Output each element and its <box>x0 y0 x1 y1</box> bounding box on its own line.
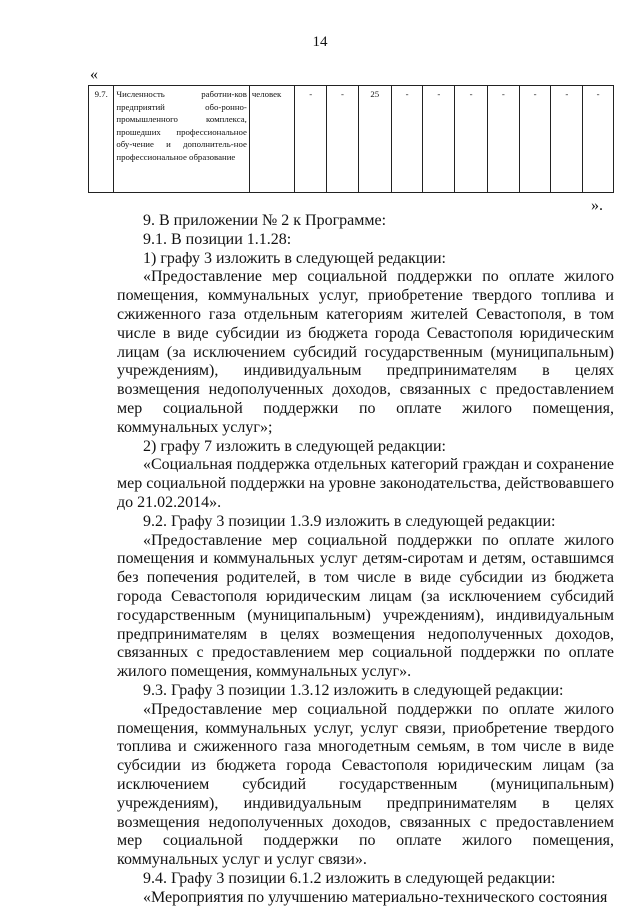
unit-of-measure: человек <box>249 86 295 193</box>
body-text <box>117 212 614 907</box>
table-close-quote: ». <box>591 197 603 214</box>
page-number: 14 <box>312 34 328 50</box>
item-heading: 1) графу 3 изложить в следующей редакции: <box>143 249 446 267</box>
quoted-paragraph: «Мероприятия по улучшению материально-технического состояния <box>143 888 608 906</box>
value-cell: - <box>519 86 551 193</box>
value-cell: 25 <box>358 86 391 193</box>
subsection-heading: 9.1. В позиции 1.1.28: <box>143 230 292 248</box>
value-cell: - <box>391 86 423 193</box>
value-cell: - <box>423 86 455 193</box>
value-cell: - <box>583 86 614 193</box>
indicator-name: Численность работни-ков предприятий обо-ронно-промышленного комплекса, прошедших профессиональное обу-чение и дополнитель-ное профессиональное образование <box>114 86 249 193</box>
item-heading: 2) графу 7 изложить в следующей редакции: <box>143 437 446 455</box>
quoted-paragraph: «Предоставление мер социальной поддержки по оплате жилого помещения, коммунальных услуг, услуг связи, приобретение твердого топлива и сжиженного газа многодетным семьям, в том числе в виде субсидии из бюджета города Севастополя юридическим лицам (за исключением субсидий государственным (муниципальным) учреждениям), индивидуальным предпринимателям в целях возмещения недополученных доходов, связанных с предоставлением мер социальной поддержки по оплате жилого помещения, коммунальных услуг и услуг связи». <box>117 700 614 869</box>
value-cell: - <box>327 86 359 193</box>
indicator-table <box>88 85 614 193</box>
subsection-heading: 9.2. Графу 3 позиции 1.3.9 изложить в следующей редакции: <box>143 512 556 530</box>
quoted-paragraph: «Предоставление мер социальной поддержки по оплате жилого помещения и коммунальных услуг детям-сиротам и детям, оставшимся без попечения родителей, в том числе в виде субсидии из бюджета города Севастополя юридическим лицам (за исключением субсидий государственным (муниципальным) учреждениям), индивидуальным предпринимателям в целях возмещения недополученных доходов, связанных с предоставлением мер социальной поддержки по оплате жилого помещения, коммунальных услуг». <box>117 531 614 681</box>
value-cell: - <box>295 86 327 193</box>
subsection-heading: 9.3. Графу 3 позиции 1.3.12 изложить в следующей редакции: <box>143 681 564 699</box>
quoted-paragraph: «Предоставление мер социальной поддержки по оплате жилого помещения, коммунальных услуг, приобретение твердого топлива и сжиженного газа отдельным категориям жителей Севастополя, в том числе в виде субсидии из бюджета города Севастополя юридическим лицам (за исключением субсидий государственным (муниципальным) учреждениям), индивидуальным предпринимателям в целях возмещения недополученных доходов, связанных с предоставлением мер социальной поддержки по оплате жилого помещения, коммунальных услуг»; <box>117 268 614 436</box>
value-cell: - <box>487 86 519 193</box>
value-cell: - <box>551 86 583 193</box>
section-heading: 9. В приложении № 2 к Программе: <box>143 212 387 229</box>
quoted-paragraph: «Социальная поддержка отдельных категорий граждан и сохранение мер социальной поддержки на уровне законодательства, действовавшего до 21.02.2014». <box>117 456 615 511</box>
table-open-quote: « <box>90 66 98 83</box>
subsection-heading: 9.4. Графу 3 позиции 6.1.2 изложить в следующей редакции: <box>143 869 556 887</box>
table-row <box>89 86 614 193</box>
value-cell: - <box>455 86 488 193</box>
row-number: 9.7. <box>89 86 114 193</box>
